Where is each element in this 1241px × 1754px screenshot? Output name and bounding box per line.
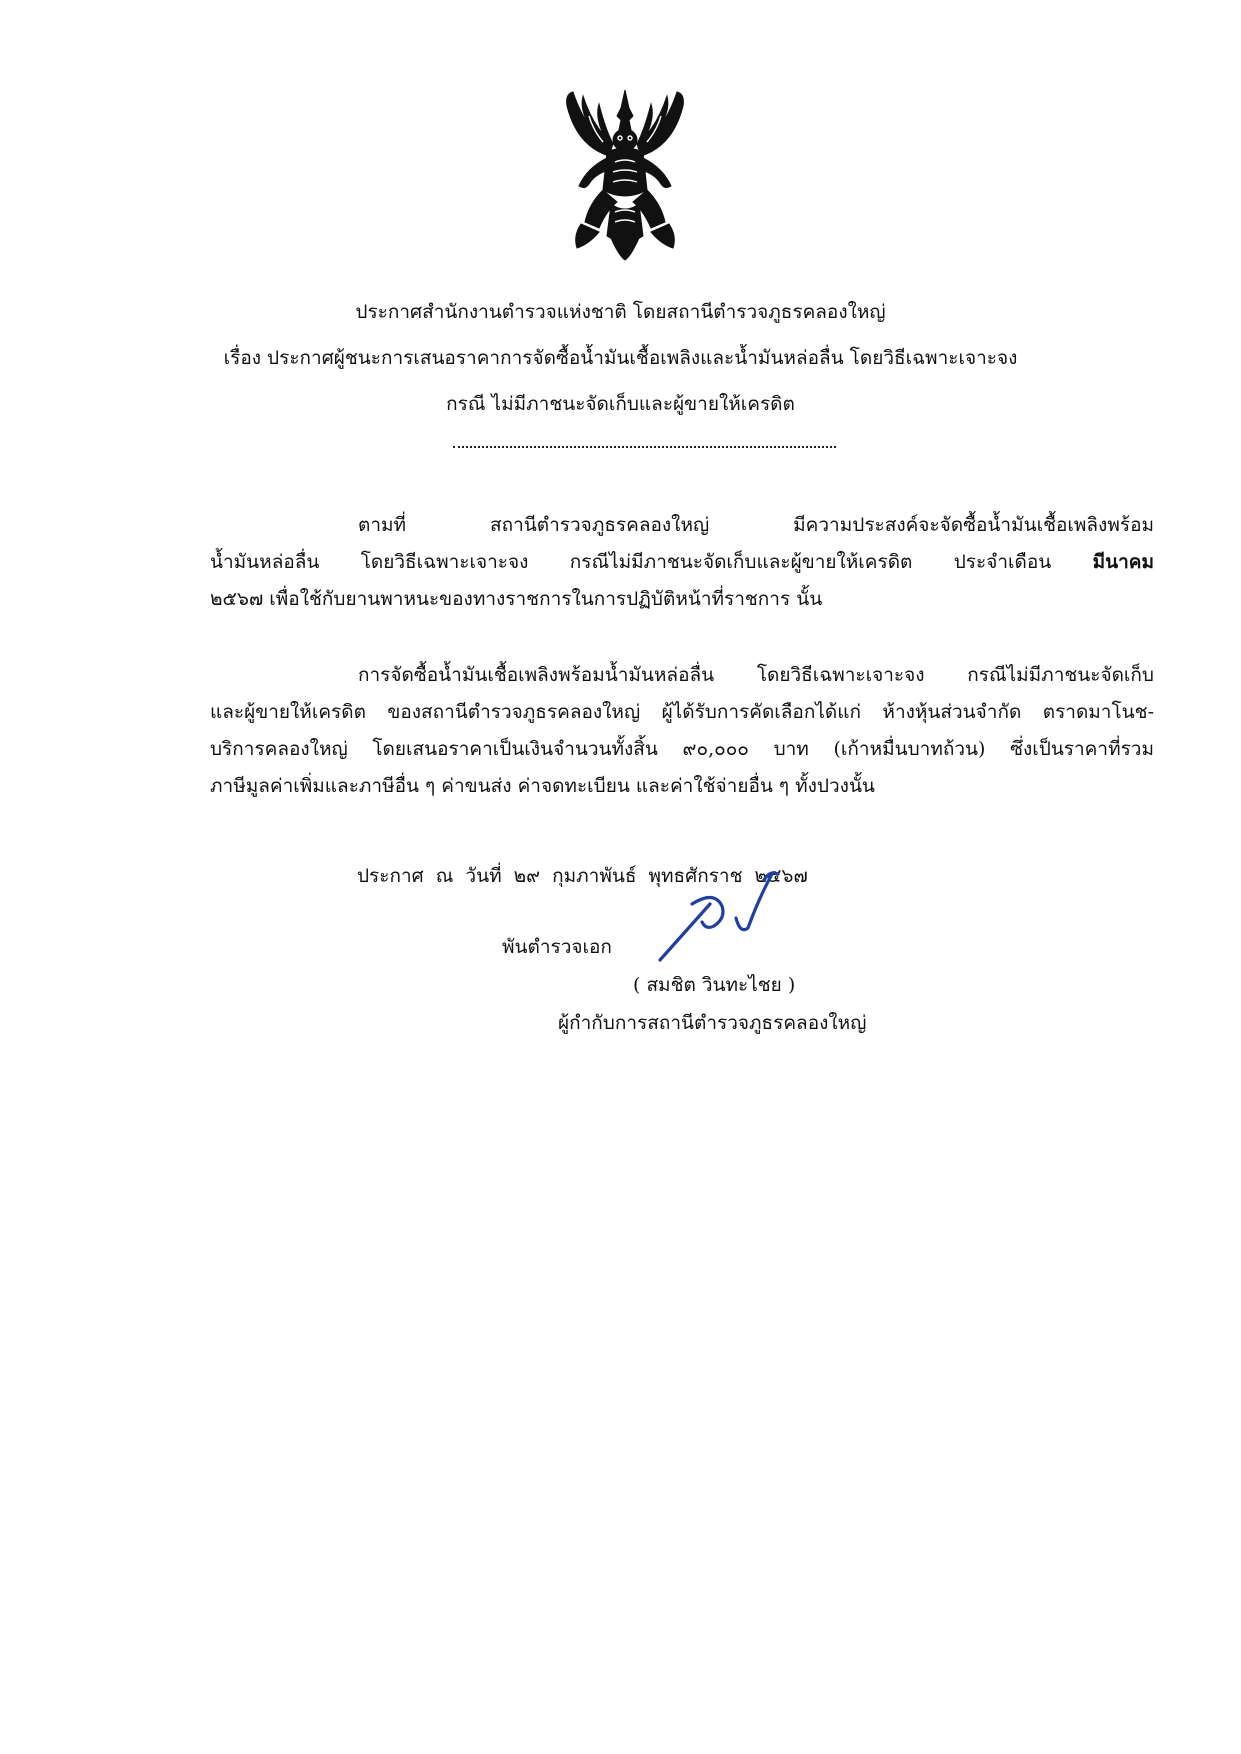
garuda-emblem-icon (559, 86, 691, 262)
signatory-rank: พันตำรวจเอก (502, 936, 612, 958)
announcement-subject-condition: กรณี ไม่มีภาชนะจัดเก็บและผู้ขายให้เครดิต (446, 393, 795, 415)
announcement-subject: เรื่อง ประกาศผู้ชนะการเสนอราคาการจัดซื้อน้ำมันเชื้อเพลิงและน้ำมันหล่อลื่น โดยวิธีเฉพาะเจาะจง (223, 347, 1018, 369)
paragraph-winner-line-3: บริการคลองใหญ่ โดยเสนอราคาเป็นเงินจำนวนทั้งสิ้น ๙๐,๐๐๐ บาท (เก้าหมื่นบาทถ้วน) ซึ่งเป็นราคาที่รวม (210, 738, 1154, 760)
signatory-position: ผู้กำกับการสถานีตำรวจภูธรคลองใหญ่ (558, 1012, 867, 1034)
paragraph-intent-line-3: ๒๕๖๗ เพื่อใช้กับยานพาหนะของทางราชการในการปฏิบัติหน้าที่ราชการ นั้น (210, 588, 823, 610)
paragraph-winner-line-2: และผู้ขายให้เครดิต ของสถานีตำรวจภูธรคลองใหญ่ ผู้ได้รับการคัดเลือกได้แก่ ห้างหุ้นส่วนจำกัด ตราดมาโนช- (210, 701, 1154, 723)
announcement-date: ประกาศ ณ วันที่ ๒๙ กุมภาพันธ์ พุทธศักราช ๒๕๖๗ (357, 865, 808, 887)
paragraph-intent-line-2 (210, 544, 1154, 581)
paragraph-intent-line-1: ตามที่ สถานีตำรวจภูธรคลองใหญ่ มีความประสงค์จะจัดซื้อน้ำมันเชื้อเพลิงพร้อม (358, 514, 1154, 536)
paragraph-intent (210, 507, 1154, 618)
handwritten-signature (652, 860, 812, 970)
paragraph-winner-line-4: ภาษีมูลค่าเพิ่มและภาษีอื่น ๆ ค่าขนส่ง ค่าจดทะเบียน และค่าใช้จ่ายอื่น ๆ ทั้งปวงนั้น (210, 775, 875, 797)
signatory-name: ( สมชิต วินทะไชย ) (633, 974, 796, 996)
announcement-issuer: ประกาศสำนักงานตำรวจแห่งชาติ โดยสถานีตำรวจภูธรคลองใหญ่ (355, 301, 886, 323)
header-divider (453, 446, 836, 448)
procurement-month: มีนาคม (1092, 551, 1154, 573)
paragraph-winner (210, 657, 1154, 805)
paragraph-winner-line-1: การจัดซื้อน้ำมันเชื้อเพลิงพร้อมน้ำมันหล่อลื่น โดยวิธีเฉพาะเจาะจง กรณีไม่มีภาชนะจัดเก็บ (358, 664, 1154, 686)
paragraph-intent-line-2-text: น้ำมันหล่อลื่น โดยวิธีเฉพาะเจาะจง กรณีไม่มีภาชนะจัดเก็บและผู้ขายให้เครดิต ประจำเดือน (210, 551, 1052, 573)
